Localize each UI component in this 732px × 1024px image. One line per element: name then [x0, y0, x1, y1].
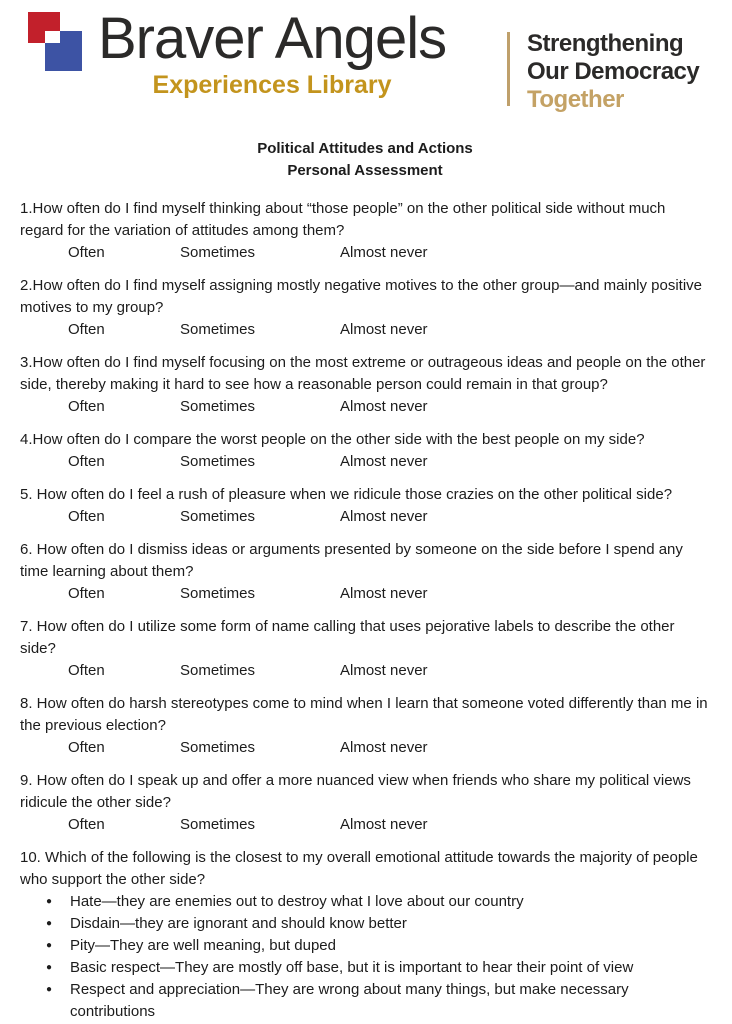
answer-options-row: [20, 660, 710, 682]
option-sometimes: Sometimes: [180, 816, 256, 833]
option-sometimes: Sometimes: [180, 244, 256, 261]
option-sometimes: Sometimes: [180, 453, 256, 470]
logo-overlap-square: [45, 31, 60, 43]
answer-options-row: [20, 506, 710, 528]
choice-text: Basic respect—They are mostly off base, but it is important to hear their point of view: [70, 959, 634, 976]
question-text: 8. How often do harsh stereotypes come to mind when I learn that someone voted differently than me in the previous election?: [20, 695, 708, 734]
document-body: [0, 138, 732, 1023]
option-almost-never: Almost never: [340, 662, 428, 679]
choice-basic-respect: [46, 957, 710, 979]
choice-disdain: [46, 913, 710, 935]
choice-text: Pity—They are well meaning, but duped: [70, 937, 336, 954]
document-title-line-1: Political Attitudes and Actions: [257, 140, 473, 157]
logo-text-group: [98, 8, 446, 99]
question-text: 9. How often do I speak up and offer a more nuanced view when friends who share my political views ridicule the other side?: [20, 772, 691, 811]
choice-text: Disdain—they are ignorant and should know better: [70, 915, 407, 932]
answer-options-row: [20, 396, 710, 418]
header: [0, 0, 732, 118]
bullet-icon: ●: [46, 962, 53, 973]
option-often: Often: [68, 739, 105, 756]
question-1: [20, 198, 710, 264]
option-almost-never: Almost never: [340, 585, 428, 602]
question-text: 7. How often do I utilize some form of name calling that uses pejorative labels to describe the other side?: [20, 618, 675, 657]
question-2: [20, 275, 710, 341]
answer-options-row: [20, 319, 710, 341]
tagline-line-1: Strengthening: [527, 30, 684, 57]
option-often: Often: [68, 816, 105, 833]
question-10-choices: [20, 891, 710, 1023]
choice-hate: [46, 891, 710, 913]
answer-options-row: [20, 451, 710, 473]
option-often: Often: [68, 508, 105, 525]
question-4: [20, 429, 710, 473]
option-sometimes: Sometimes: [180, 662, 256, 679]
question-text: 4.How often do I compare the worst people on the other side with the best people on my side?: [20, 431, 645, 448]
document-title-line-2: Personal Assessment: [287, 162, 443, 179]
option-sometimes: Sometimes: [180, 739, 256, 756]
option-often: Often: [68, 321, 105, 338]
option-almost-never: Almost never: [340, 816, 428, 833]
option-almost-never: Almost never: [340, 321, 428, 338]
question-text: 3.How often do I find myself focusing on the most extreme or outrageous ideas and people on the other side, thereby making it hard to see how a reasonable person could remain in that group?: [20, 354, 706, 393]
tagline-group: [507, 30, 699, 114]
option-sometimes: Sometimes: [180, 398, 256, 415]
answer-options-row: [20, 583, 710, 605]
question-text: 5. How often do I feel a rush of pleasure when we ridicule those crazies on the other political side?: [20, 486, 673, 503]
option-sometimes: Sometimes: [180, 585, 256, 602]
question-10: [20, 847, 710, 1023]
option-sometimes: Sometimes: [180, 321, 256, 338]
question-8: [20, 693, 710, 759]
option-often: Often: [68, 662, 105, 679]
question-5: [20, 484, 710, 528]
document-title: [20, 138, 710, 182]
bullet-icon: ●: [46, 918, 53, 929]
tagline-divider: [507, 32, 510, 106]
bullet-icon: ●: [46, 896, 53, 907]
choice-text: Respect and appreciation—They are wrong about many things, but make necessary contributions: [70, 981, 629, 1020]
tagline-line-3: Together: [527, 86, 624, 113]
question-text: 10. Which of the following is the closest to my overall emotional attitude towards the majority of people who support the other side?: [20, 849, 698, 888]
bullet-icon: ●: [46, 940, 53, 951]
braver-angels-logo-icon: [28, 12, 84, 74]
choice-text: Hate—they are enemies out to destroy what I love about our country: [70, 893, 524, 910]
question-7: [20, 616, 710, 682]
bullet-icon: ●: [46, 984, 53, 995]
option-sometimes: Sometimes: [180, 508, 256, 525]
question-text: 1.How often do I find myself thinking about “those people” on the other political side without much regard for the variation of attitudes among them?: [20, 200, 666, 239]
brand-name: Braver Angels: [98, 6, 447, 71]
option-often: Often: [68, 244, 105, 261]
question-text: 2.How often do I find myself assigning mostly negative motives to the other group—and mainly positive motives to my group?: [20, 277, 703, 316]
experiences-library-label: Experiences Library: [152, 71, 392, 99]
option-almost-never: Almost never: [340, 398, 428, 415]
choice-pity: [46, 935, 710, 957]
question-text: 6. How often do I dismiss ideas or arguments presented by someone on the side before I spend any time learning about them?: [20, 541, 683, 580]
option-almost-never: Almost never: [340, 739, 428, 756]
tagline-text: [527, 30, 699, 114]
tagline-line-2: Our Democracy: [527, 58, 700, 85]
answer-options-row: [20, 737, 710, 759]
question-9: [20, 770, 710, 836]
answer-options-row: [20, 814, 710, 836]
option-almost-never: Almost never: [340, 244, 428, 261]
option-often: Often: [68, 585, 105, 602]
question-6: [20, 539, 710, 605]
question-3: [20, 352, 710, 418]
option-almost-never: Almost never: [340, 508, 428, 525]
option-almost-never: Almost never: [340, 453, 428, 470]
option-often: Often: [68, 398, 105, 415]
answer-options-row: [20, 242, 710, 264]
option-often: Often: [68, 453, 105, 470]
choice-respect-appreciation: [46, 979, 710, 1023]
